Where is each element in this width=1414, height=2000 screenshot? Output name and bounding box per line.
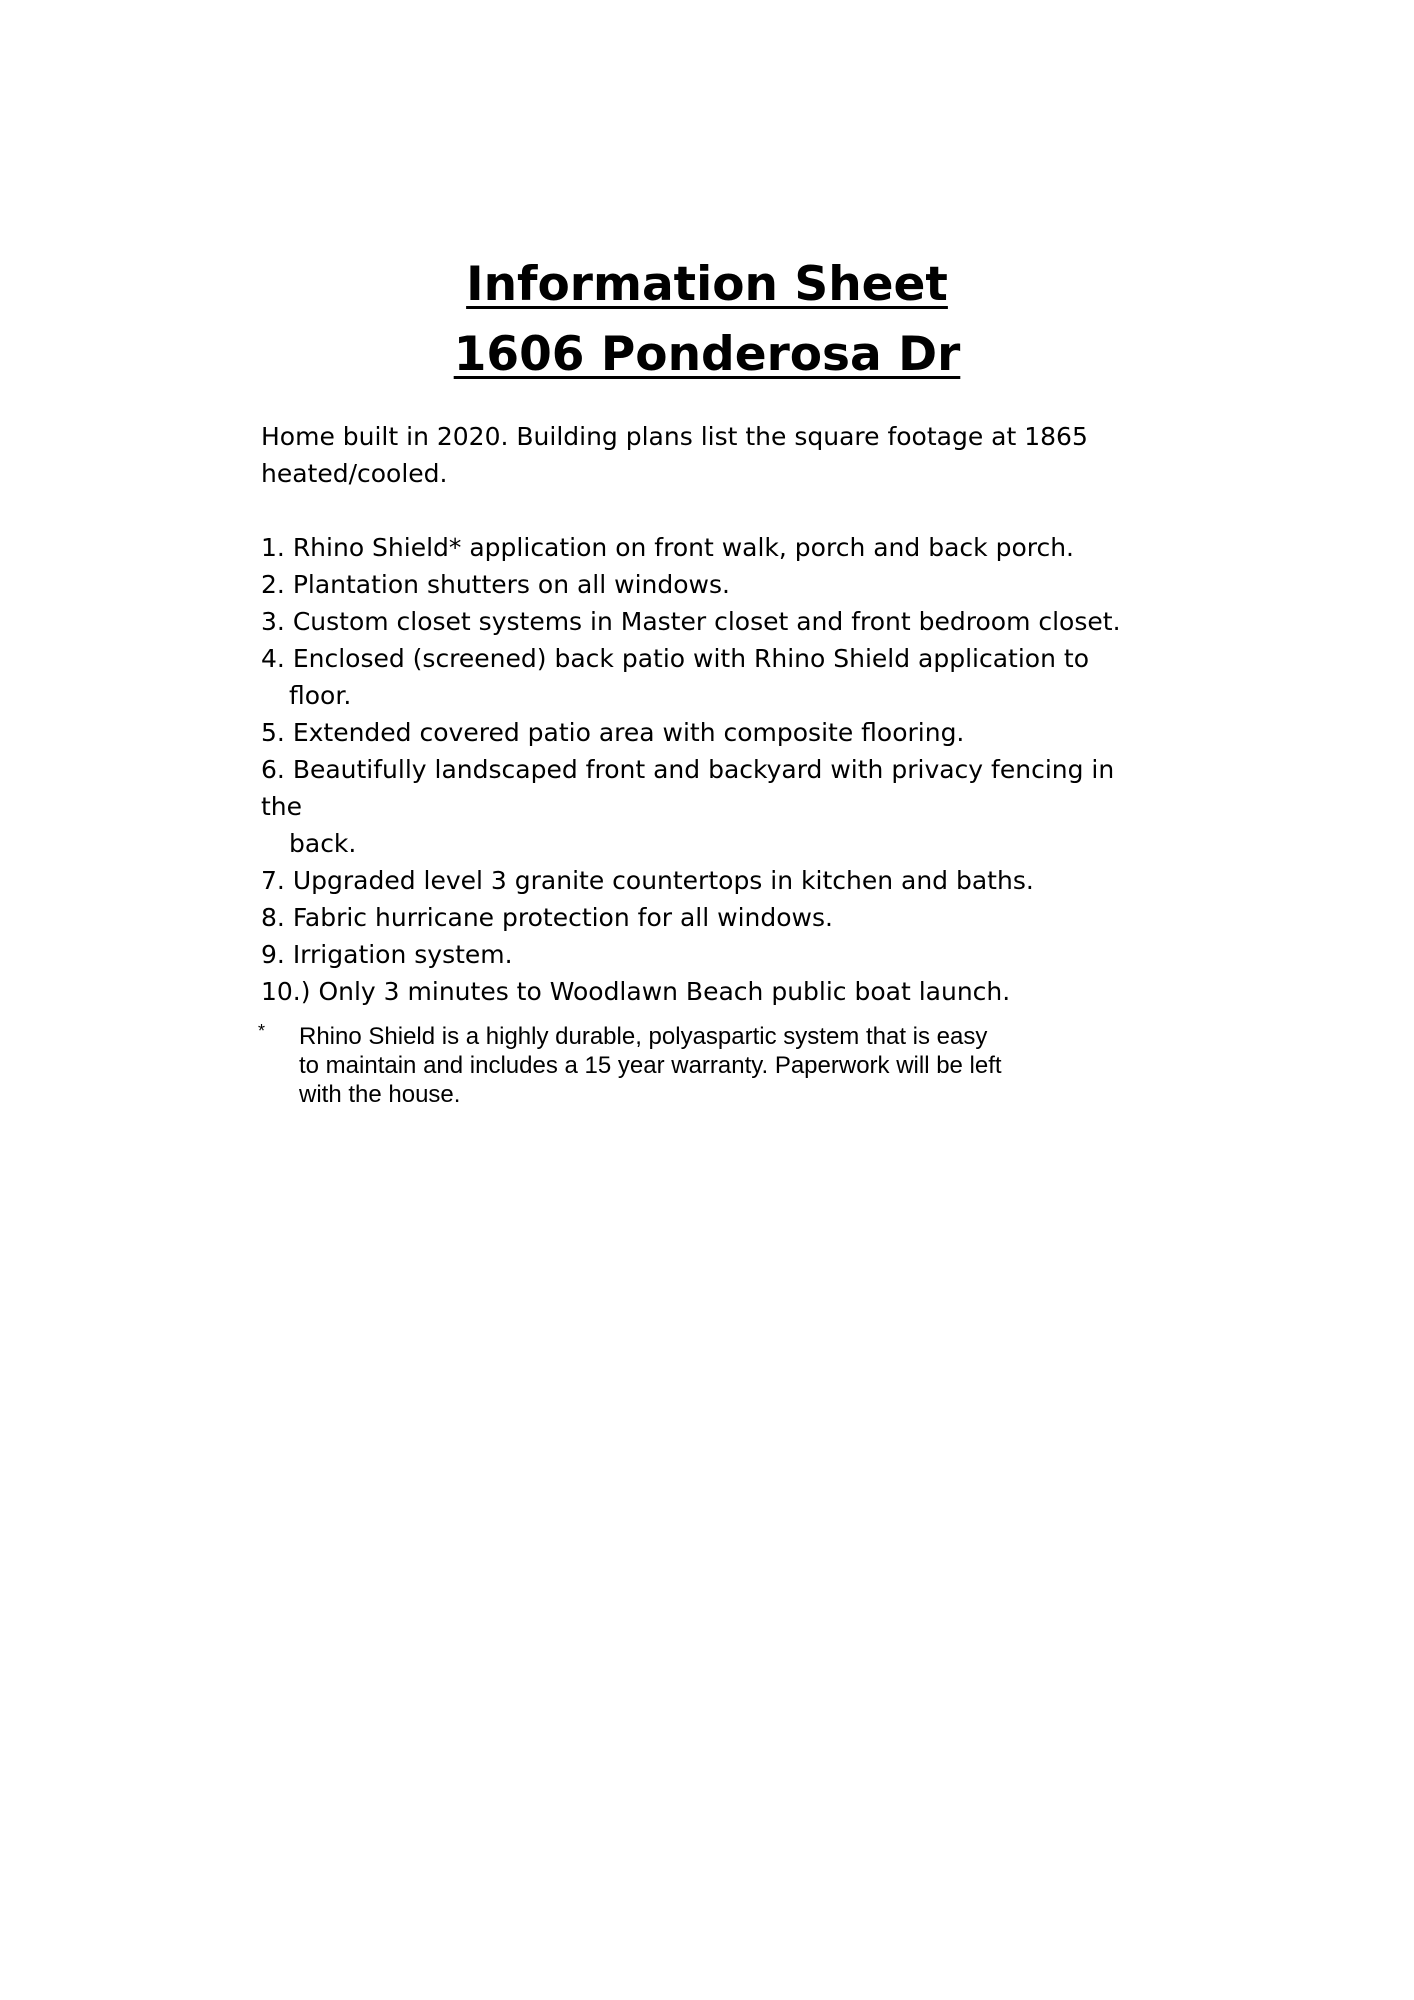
list-item xyxy=(261,566,1161,603)
item-text: Irrigation system. xyxy=(292,940,513,969)
document-body xyxy=(261,418,1161,1010)
item-text: Beautifully landscaped front and backyard with privacy fencing in the xyxy=(261,755,1115,821)
item-text: Extended covered patio area with composite flooring. xyxy=(292,718,965,747)
item-number: 7. xyxy=(261,866,285,895)
footnote-line: with the house. xyxy=(299,1081,461,1108)
list-item xyxy=(261,973,1161,1010)
item-number: 9. xyxy=(261,940,285,969)
item-text: Only 3 minutes to Woodlawn Beach public boat launch. xyxy=(318,977,1011,1006)
list-item xyxy=(261,529,1161,566)
list-item xyxy=(261,862,1161,899)
list-item xyxy=(261,751,1161,862)
item-number: 5. xyxy=(261,718,285,747)
list-item xyxy=(261,899,1161,936)
item-text: Enclosed (screened) back patio with Rhino Shield application to xyxy=(292,644,1089,673)
item-number: 3. xyxy=(261,607,285,636)
item-number: 4. xyxy=(261,644,285,673)
item-text: Rhino Shield* application on front walk, porch and back porch. xyxy=(292,533,1075,562)
item-text: Custom closet systems in Master closet and front bedroom closet. xyxy=(292,607,1121,636)
item-number: 10.) xyxy=(261,977,311,1006)
item-number: 2. xyxy=(261,570,285,599)
list-item xyxy=(261,640,1161,714)
footnote-line: to maintain and includes a 15 year warranty. Paperwork will be left xyxy=(299,1052,1002,1079)
intro-line: Home built in 2020. Building plans list the square footage at 1865 xyxy=(261,422,1088,451)
item-text: Plantation shutters on all windows. xyxy=(292,570,730,599)
list-item xyxy=(261,714,1161,751)
document-header xyxy=(0,250,1414,390)
footnote-text xyxy=(299,1022,1079,1109)
item-continuation: back. xyxy=(289,829,357,858)
item-number: 8. xyxy=(261,903,285,932)
intro-paragraph xyxy=(261,418,1161,492)
item-number: 1. xyxy=(261,533,285,562)
footnote xyxy=(258,1022,1118,1109)
item-continuation: floor. xyxy=(289,681,352,710)
property-address: 1606 Ponderosa Dr xyxy=(453,327,961,382)
footnote-line: Rhino Shield is a highly durable, polyaspartic system that is easy xyxy=(299,1023,988,1050)
list-item xyxy=(261,936,1161,973)
document-title: Information Sheet xyxy=(466,257,948,312)
list-item xyxy=(261,603,1161,640)
item-text: Fabric hurricane protection for all windows. xyxy=(292,903,833,932)
item-number: 6. xyxy=(261,755,285,784)
feature-list xyxy=(261,529,1161,1010)
item-text: Upgraded level 3 granite countertops in kitchen and baths. xyxy=(292,866,1034,895)
intro-line: heated/cooled. xyxy=(261,459,448,488)
footnote-marker: * xyxy=(258,1021,266,1041)
